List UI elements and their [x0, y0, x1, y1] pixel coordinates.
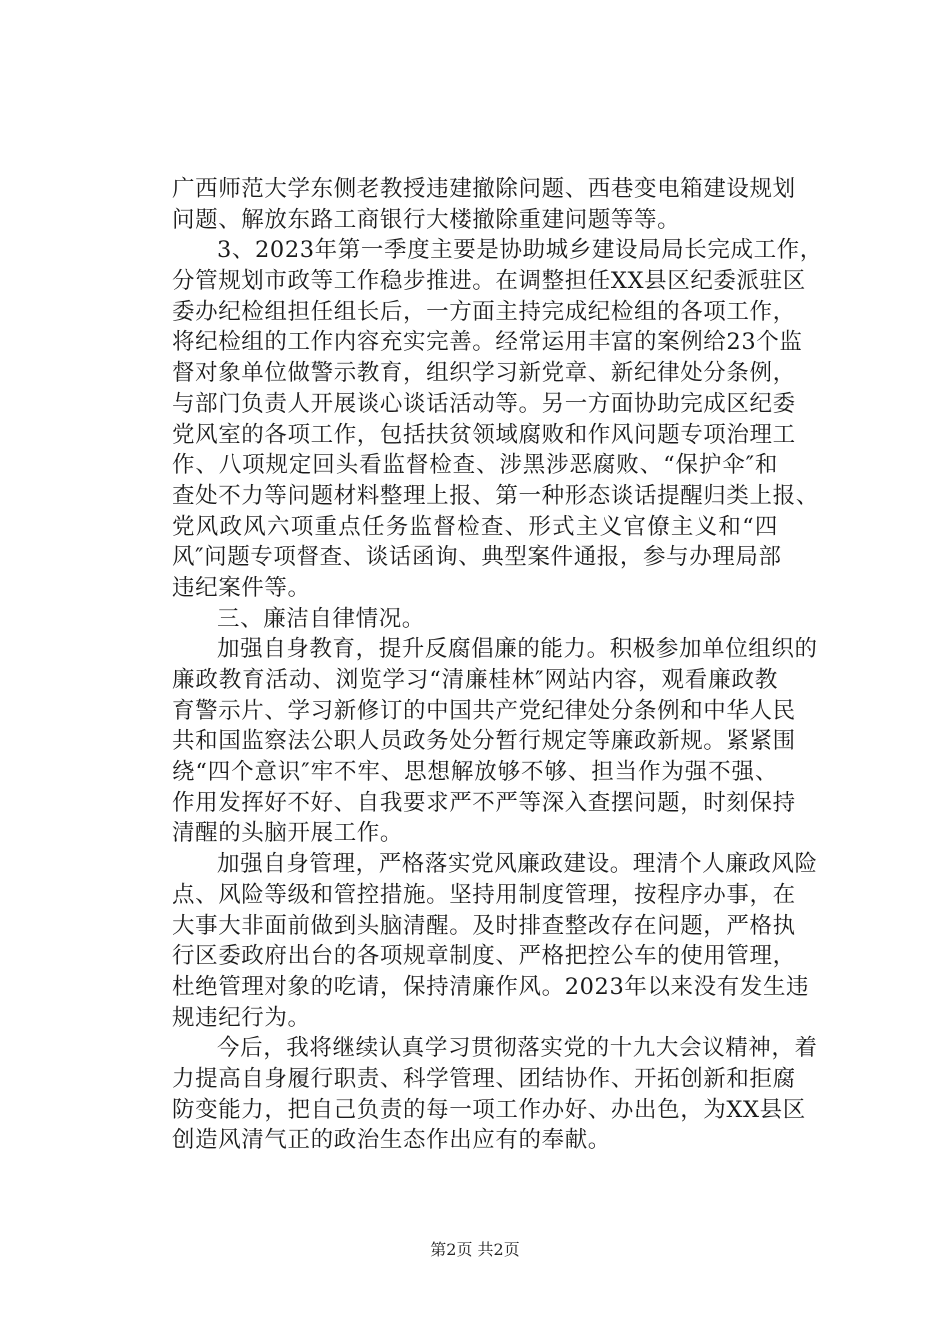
text-line: 三、廉洁自律情况。: [217, 605, 425, 632]
text-line: 廉政教育活动、浏览学习“清廉桂林″网站内容，观看廉政教: [172, 667, 778, 693]
text-line: 加强自身管理，严格落实党风廉政建设。理清个人廉政风险: [217, 851, 818, 878]
text-line: 问题、解放东路工商银行大楼撤除重建问题等等。: [172, 206, 681, 233]
text-line: 查处不力等问题材料整理上报、第一种形态谈话提醒归类上报、: [172, 482, 819, 509]
text-line: 育警示片、学习新修订的中国共产党纪律处分条例和中华人民: [172, 697, 796, 724]
text-line: 今后，我将继续认真学习贯彻落实党的十九大会议精神，着: [217, 1035, 818, 1062]
text-line: 绕“四个意识″牢不牢、思想解放够不够、担当作为强不强、: [172, 759, 778, 786]
text-line: 作、八项规定回头看监督检查、涉黑涉恶腐败、“保护伞″和: [172, 452, 778, 479]
text-line: 创造风清气正的政治生态作出应有的奉献。: [172, 1127, 611, 1154]
text-line: 共和国监察法公职人员政务处分暂行规定等廉政新规。紧紧围: [172, 728, 796, 755]
text-line: 分管规划市政等工作稳步推进。在调整担任XX县区纪委派驻区: [172, 268, 806, 295]
text-line: 将纪检组的工作内容充实完善。经常运用丰富的案例给23个监: [172, 329, 803, 356]
page-footer: 第2页 共2页: [430, 1240, 520, 1259]
text-line: 党风室的各项工作，包括扶贫领域腐败和作风问题专项治理工: [172, 421, 796, 448]
text-line: 规违纪行为。: [172, 1004, 311, 1031]
text-line: 加强自身教育，提升反腐倡廉的能力。积极参加单位组织的: [217, 636, 818, 663]
text-line: 力提高自身履行职责、科学管理、团结协作、开拓创新和拒腐: [172, 1065, 796, 1092]
text-line: 违纪案件等。: [172, 574, 311, 601]
text-line: 督对象单位做警示教育，组织学习新党章、新纪律处分条例，: [172, 360, 796, 387]
text-line: 防变能力，把自己负责的每一项工作办好、办出色，为XX县区: [172, 1096, 806, 1123]
text-line: 行区委政府出台的各项规章制度、严格把控公车的使用管理，: [172, 943, 796, 970]
document-body: [172, 174, 823, 1156]
text-line: 杜绝管理对象的吃请，保持清廉作风。2023年以来没有发生违: [172, 973, 810, 1000]
text-line: 3、2023年第一季度主要是协助城乡建设局局长完成工作，: [217, 237, 823, 264]
text-line: 委办纪检组担任组长后，一方面主持完成纪检组的各项工作，: [172, 298, 796, 325]
text-line: 点、风险等级和管控措施。坚持用制度管理，按程序办事，在: [172, 881, 796, 908]
text-line: 党风政风六项重点任务监督检查、形式主义官僚主义和“四: [172, 513, 778, 540]
text-line: 广西师范大学东侧老教授违建撤除问题、西巷变电箱建设规划: [172, 176, 796, 202]
text-line: 风″问题专项督查、谈话函询、典型案件通报，参与办理局部: [172, 544, 782, 571]
text-line: 清醒的头脑开展工作。: [172, 820, 404, 847]
text-line: 大事大非面前做到头脑清醒。及时排查整改存在问题，严格执: [172, 912, 796, 939]
text-line: 与部门负责人开展谈心谈话活动等。另一方面协助完成区纪委: [172, 390, 796, 417]
text-line: 作用发挥好不好、自我要求严不严等深入查摆问题，时刻保持: [172, 789, 796, 816]
